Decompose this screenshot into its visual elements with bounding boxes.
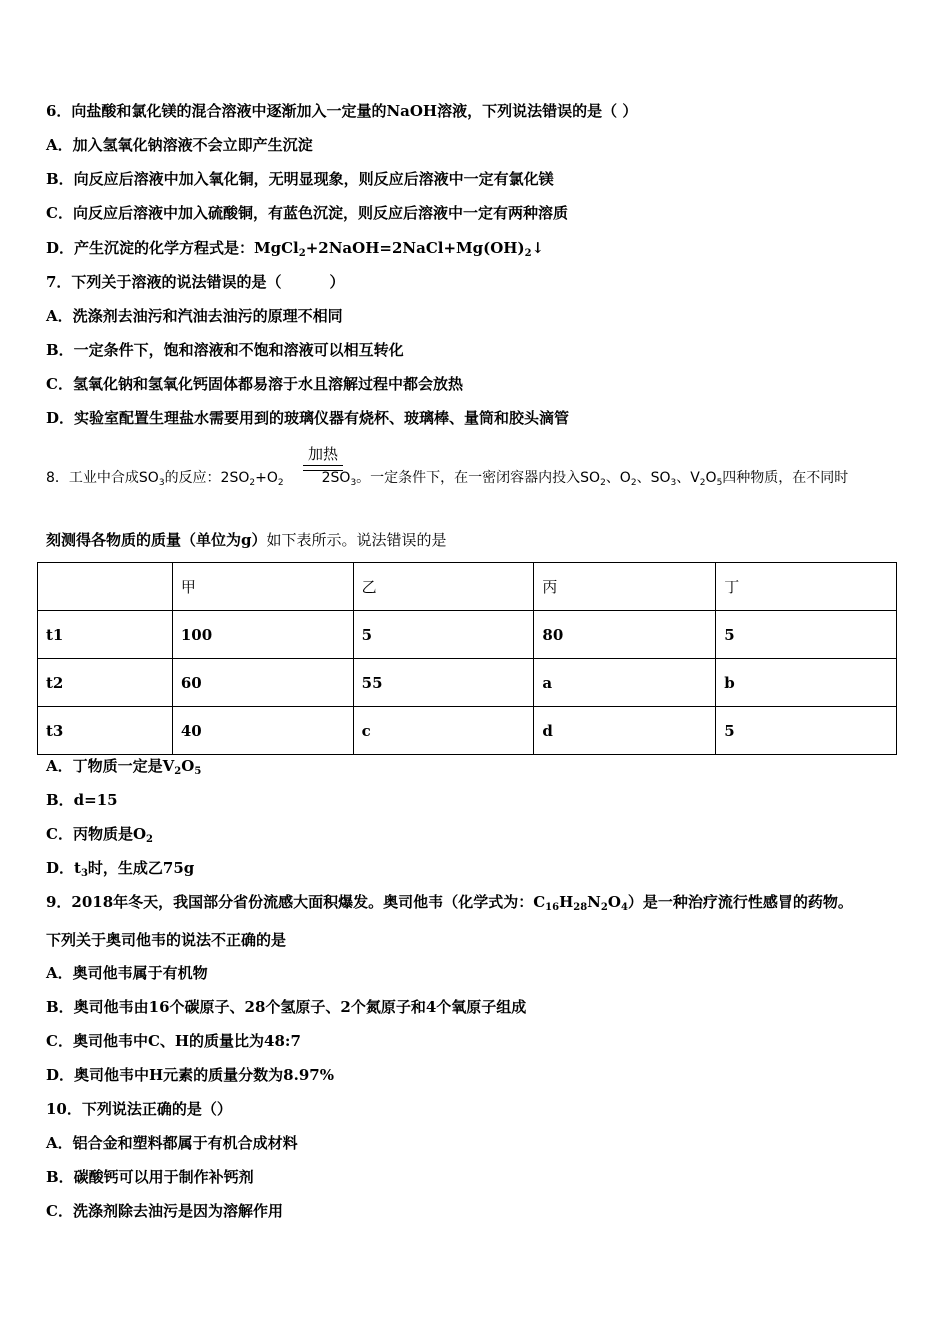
q9-option-d: D．奥司他韦中H元素的质量分数为8.97% <box>46 1066 334 1084</box>
table-cell: t3 <box>38 707 173 755</box>
table-cell <box>38 563 173 611</box>
q9-stem-continued: 下列关于奥司他韦的说法不正确的是 <box>46 931 287 949</box>
table-cell: 乙 <box>353 563 534 611</box>
table-cell: 100 <box>172 611 353 659</box>
q7-stem: 7．下列关于溶液的说法错误的是（ ） <box>46 273 345 291</box>
q10-stem: 10．下列说法正确的是（） <box>46 1100 232 1118</box>
q9-option-a: A．奥司他韦属于有机物 <box>46 964 208 982</box>
table-cell: 60 <box>172 659 353 707</box>
mass-table <box>37 562 897 755</box>
q9-option-c: C．奥司他韦中C、H的质量比为48:7 <box>46 1032 301 1050</box>
q8-stem: 8．工业中合成$SO_3$的反应：$2SO_2+O_2$ $2SO_3$。一定条件下，在一密闭容器内投入$SO_2$、$O_2$、$SO_3$、$V_2O_5$四种物质，在不同时 <box>46 470 849 488</box>
table-cell: t1 <box>38 611 173 659</box>
table-cell: 丙 <box>534 563 716 611</box>
table-cell: 5 <box>353 611 534 659</box>
q9-stem: 9．2018年冬天，我国部分省份流感大面积爆发。奥司他韦（化学式为：$C_{16}H_{28}N_2O_4$）是一种治疗流行性感冒的药物。 <box>46 893 853 913</box>
table-cell: 甲 <box>172 563 353 611</box>
q10-option-c: C．洗涤剂除去油污是因为溶解作用 <box>46 1202 283 1220</box>
q10-option-b: B．碳酸钙可以用于制作补钙剂 <box>46 1168 254 1186</box>
table-cell: 5 <box>716 611 897 659</box>
q6-option-c: C．向反应后溶液中加入硫酸铜，有蓝色沉淀，则反应后溶液中一定有两种溶质 <box>46 204 568 222</box>
q9-option-b: B．奥司他韦由16个碳原子、28个氢原子、2个氮原子和4个氧原子组成 <box>46 998 527 1016</box>
q8-option-c: C．丙物质是$O_2$ <box>46 825 153 845</box>
q7-option-d: D．实验室配置生理盐水需要用到的玻璃仪器有烧杯、玻璃棒、量筒和胶头滴管 <box>46 409 570 427</box>
table-cell: b <box>716 659 897 707</box>
table-cell: 40 <box>172 707 353 755</box>
table-cell: c <box>353 707 534 755</box>
table-header-row <box>38 563 897 611</box>
q7-option-b: B．一定条件下，饱和溶液和不饱和溶液可以相互转化 <box>46 341 404 359</box>
reaction-condition: 加热 <box>307 445 338 463</box>
q7-option-a: A．洗涤剂去油污和汽油去油污的原理不相同 <box>46 307 343 325</box>
table-row <box>38 611 897 659</box>
table-cell: a <box>534 659 716 707</box>
q7-option-c: C．氢氧化钠和氢氧化钙固体都易溶于水且溶解过程中都会放热 <box>46 375 463 393</box>
q8-option-a: A．丁物质一定是$V_2O_5$ <box>46 757 202 777</box>
table-row <box>38 659 897 707</box>
q8-option-d: D．$t_3$时，生成乙75g <box>46 859 195 879</box>
q6-option-b: B．向反应后溶液中加入氧化铜，无明显现象，则反应后溶液中一定有氯化镁 <box>46 170 554 188</box>
table-cell: 80 <box>534 611 716 659</box>
table-cell: t2 <box>38 659 173 707</box>
q6-option-a: A．加入氢氧化钠溶液不会立即产生沉淀 <box>46 136 313 154</box>
table-cell: 5 <box>716 707 897 755</box>
q6-option-d: D．产生沉淀的化学方程式是：$MgCl_2+2NaOH=2NaCl+Mg(OH)_2↓$ <box>46 239 545 259</box>
q8-option-b: B．d=15 <box>46 791 118 809</box>
table-cell: d <box>534 707 716 755</box>
q6-stem: 6．向盐酸和氯化镁的混合溶液中逐渐加入一定量的NaOH溶液，下列说法错误的是（ ） <box>46 102 638 120</box>
table-cell: 丁 <box>716 563 897 611</box>
table-cell: 55 <box>353 659 534 707</box>
q8-stem-continued: 刻测得各物质的质量（单位为g）如下表所示。说法错误的是 <box>46 531 447 549</box>
table-row <box>38 707 897 755</box>
q10-option-a: A．铝合金和塑料都属于有机合成材料 <box>46 1134 298 1152</box>
